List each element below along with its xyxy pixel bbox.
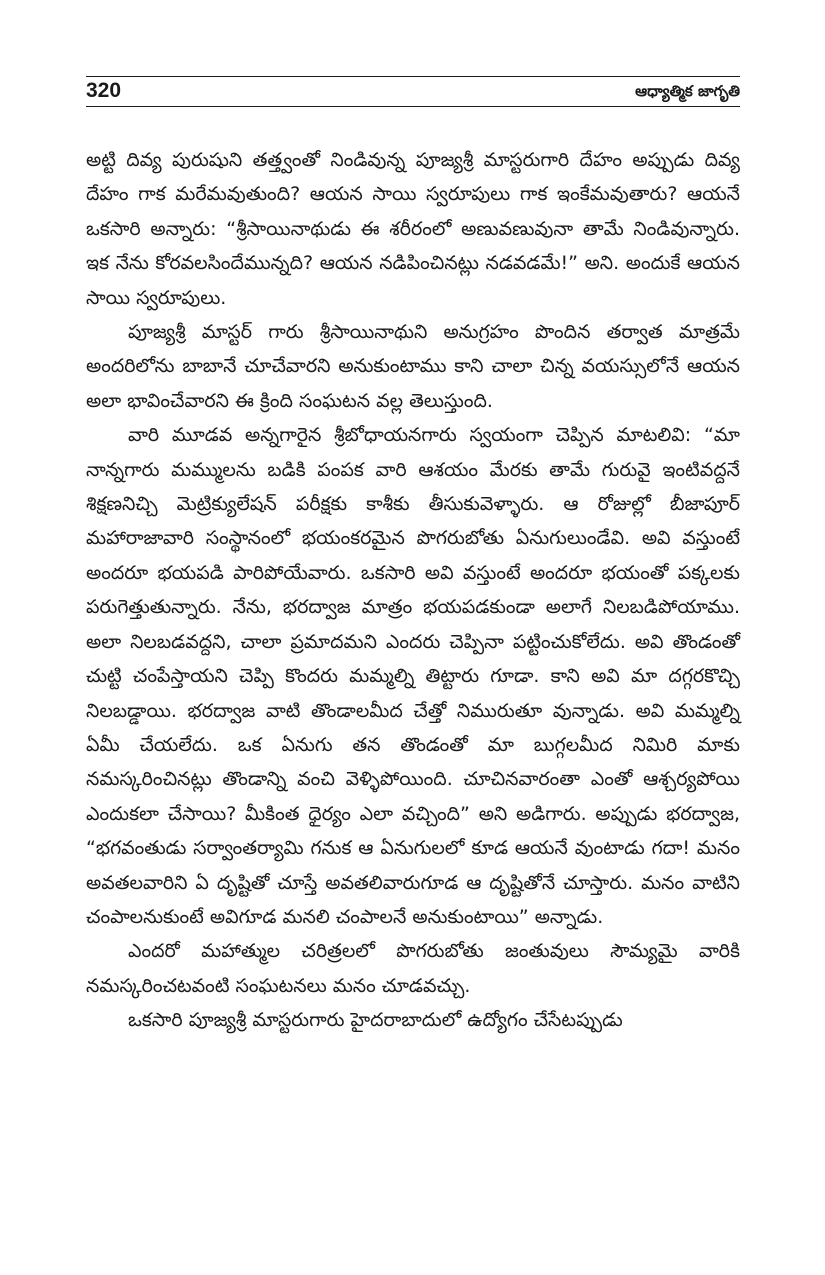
header-bottom-rule	[86, 106, 740, 107]
paragraph: వారి మూడవ అన్నగారైన శ్రీబోధాయనగారు స్వయంగా చెప్పిన మాటలివి: “మా నాన్నగారు మమ్ములను బడికి పంపక వారి ఆశయం మేరకు తామే గురువై ఇంటివద్దనే శిక్షణనిచ్చి మెట్రిక్యులేషన్ పరీక్షకు కాశీకు తీసుకువెళ్ళారు. ఆ రోజుల్లో బీజాపూర్ మహారాజావారి సంస్థానంలో భయంకరమైన పొగరుబోతు ఏనుగులుండేవి. అవి వస్తుంటే అందరూ భయపడి పారిపోయేవారు. ఒకసారి అవి వస్తుంటే అందరూ భయంతో పక్కలకు పరుగెత్తుతున్నారు. నేను, భరద్వాజ మాత్రం భయపడకుండా అలాగే నిలబడిపోయాము. అలా నిలబడవద్దని, చాలా ప్రమాదమని ఎందరు చెప్పినా పట్టించుకోలేదు. అవి తొండంతో చుట్టి చంపేస్తాయని చెప్పి కొందరు మమ్మల్ని తిట్టారు గూడా. కాని అవి మా దగ్గరకొచ్చి నిలబడ్డాయి. భరద్వాజ వాటి తొండాలమీద చేత్తో నిమురుతూ వున్నాడు. అవి మమ్మల్ని ఏమీ చేయలేదు. ఒక ఏనుగు తన తొండంతో మా బుగ్గలమీద నిమిరి మాకు నమస్కరించినట్లు తొండాన్ని వంచి వెళ్ళిపోయింది. చూచినవారంతా ఎంతో ఆశ్చర్యపోయి ఎందుకలా చేసాయి? మీకింత ధైర్యం ఎలా వచ్చింది” అని అడిగారు. అప్పుడు భరద్వాజ, “భగవంతుడు సర్వాంతర్యామి గనుక ఆ ఏనుగులలో కూడ ఆయనే వుంటాడు గదా! మనం అవతలవారిని ఏ దృష్టితో చూస్తే అవతలివారుగూడ ఆ దృష్టితోనే చూస్తారు. మనం వాటిని చంపాలనుకుంటే అవిగూడ మనలి చంపాలనే అనుకుంటాయి” అన్నాడు.	[86, 424, 740, 928]
paragraph: ఒకసారి పూజ్యశ్రీ మాస్టరుగారు హైదరాబాదులో ఉద్యోగం చేసేటప్పుడు	[128, 1009, 623, 1032]
header-top-rule	[86, 76, 740, 77]
paragraph: అట్టి దివ్య పురుషుని తత్త్వంతో నిండివున్న పూజ్యశ్రీ మాస్టరుగారి దేహం అప్పుడు దివ్య దేహం గాక మరేమవుతుంది? ఆయన సాయి స్వరూపులు గాక ఇంకేమవుతారు? ఆయనే ఒకసారి అన్నారు: “శ్రీసాయినాథుడు ఈ శరీరంలో అణువణువునా తామే నిండివున్నారు. ఇక నేను కోరవలసిందేమున్నది? ఆయన నడిపించినట్లు నడవడమే!” అని. అందుకే ఆయన సాయి స్వరూపులు.	[86, 149, 740, 309]
running-title: ఆధ్యాత్మిక జాగృతి	[635, 82, 740, 100]
page-number: 320	[86, 79, 122, 102]
body-text	[86, 143, 740, 1038]
paragraph: పూజ్యశ్రీ మాస్టర్ గారు శ్రీసాయినాథుని అనుగ్రహం పొందిన తర్వాత మాత్రమే అందరిలోను బాబానే చూచేవారని అనుకుంటాము కాని చాలా చిన్న వయస్సులోనే ఆయన అలా భావించేవారని ఈ క్రింది సంఘటన వల్ల తెలుస్తుంది.	[86, 321, 740, 412]
paragraph: ఎందరో మహాత్ముల చరిత్రలలో పొగరుబోతు జంతువులు సౌమ్యమై వారికి నమస్కరించటవంటి సంఘటనలు మనం చూడవచ్చు.	[86, 940, 740, 997]
page-header	[86, 76, 740, 106]
page-content	[86, 76, 740, 1032]
